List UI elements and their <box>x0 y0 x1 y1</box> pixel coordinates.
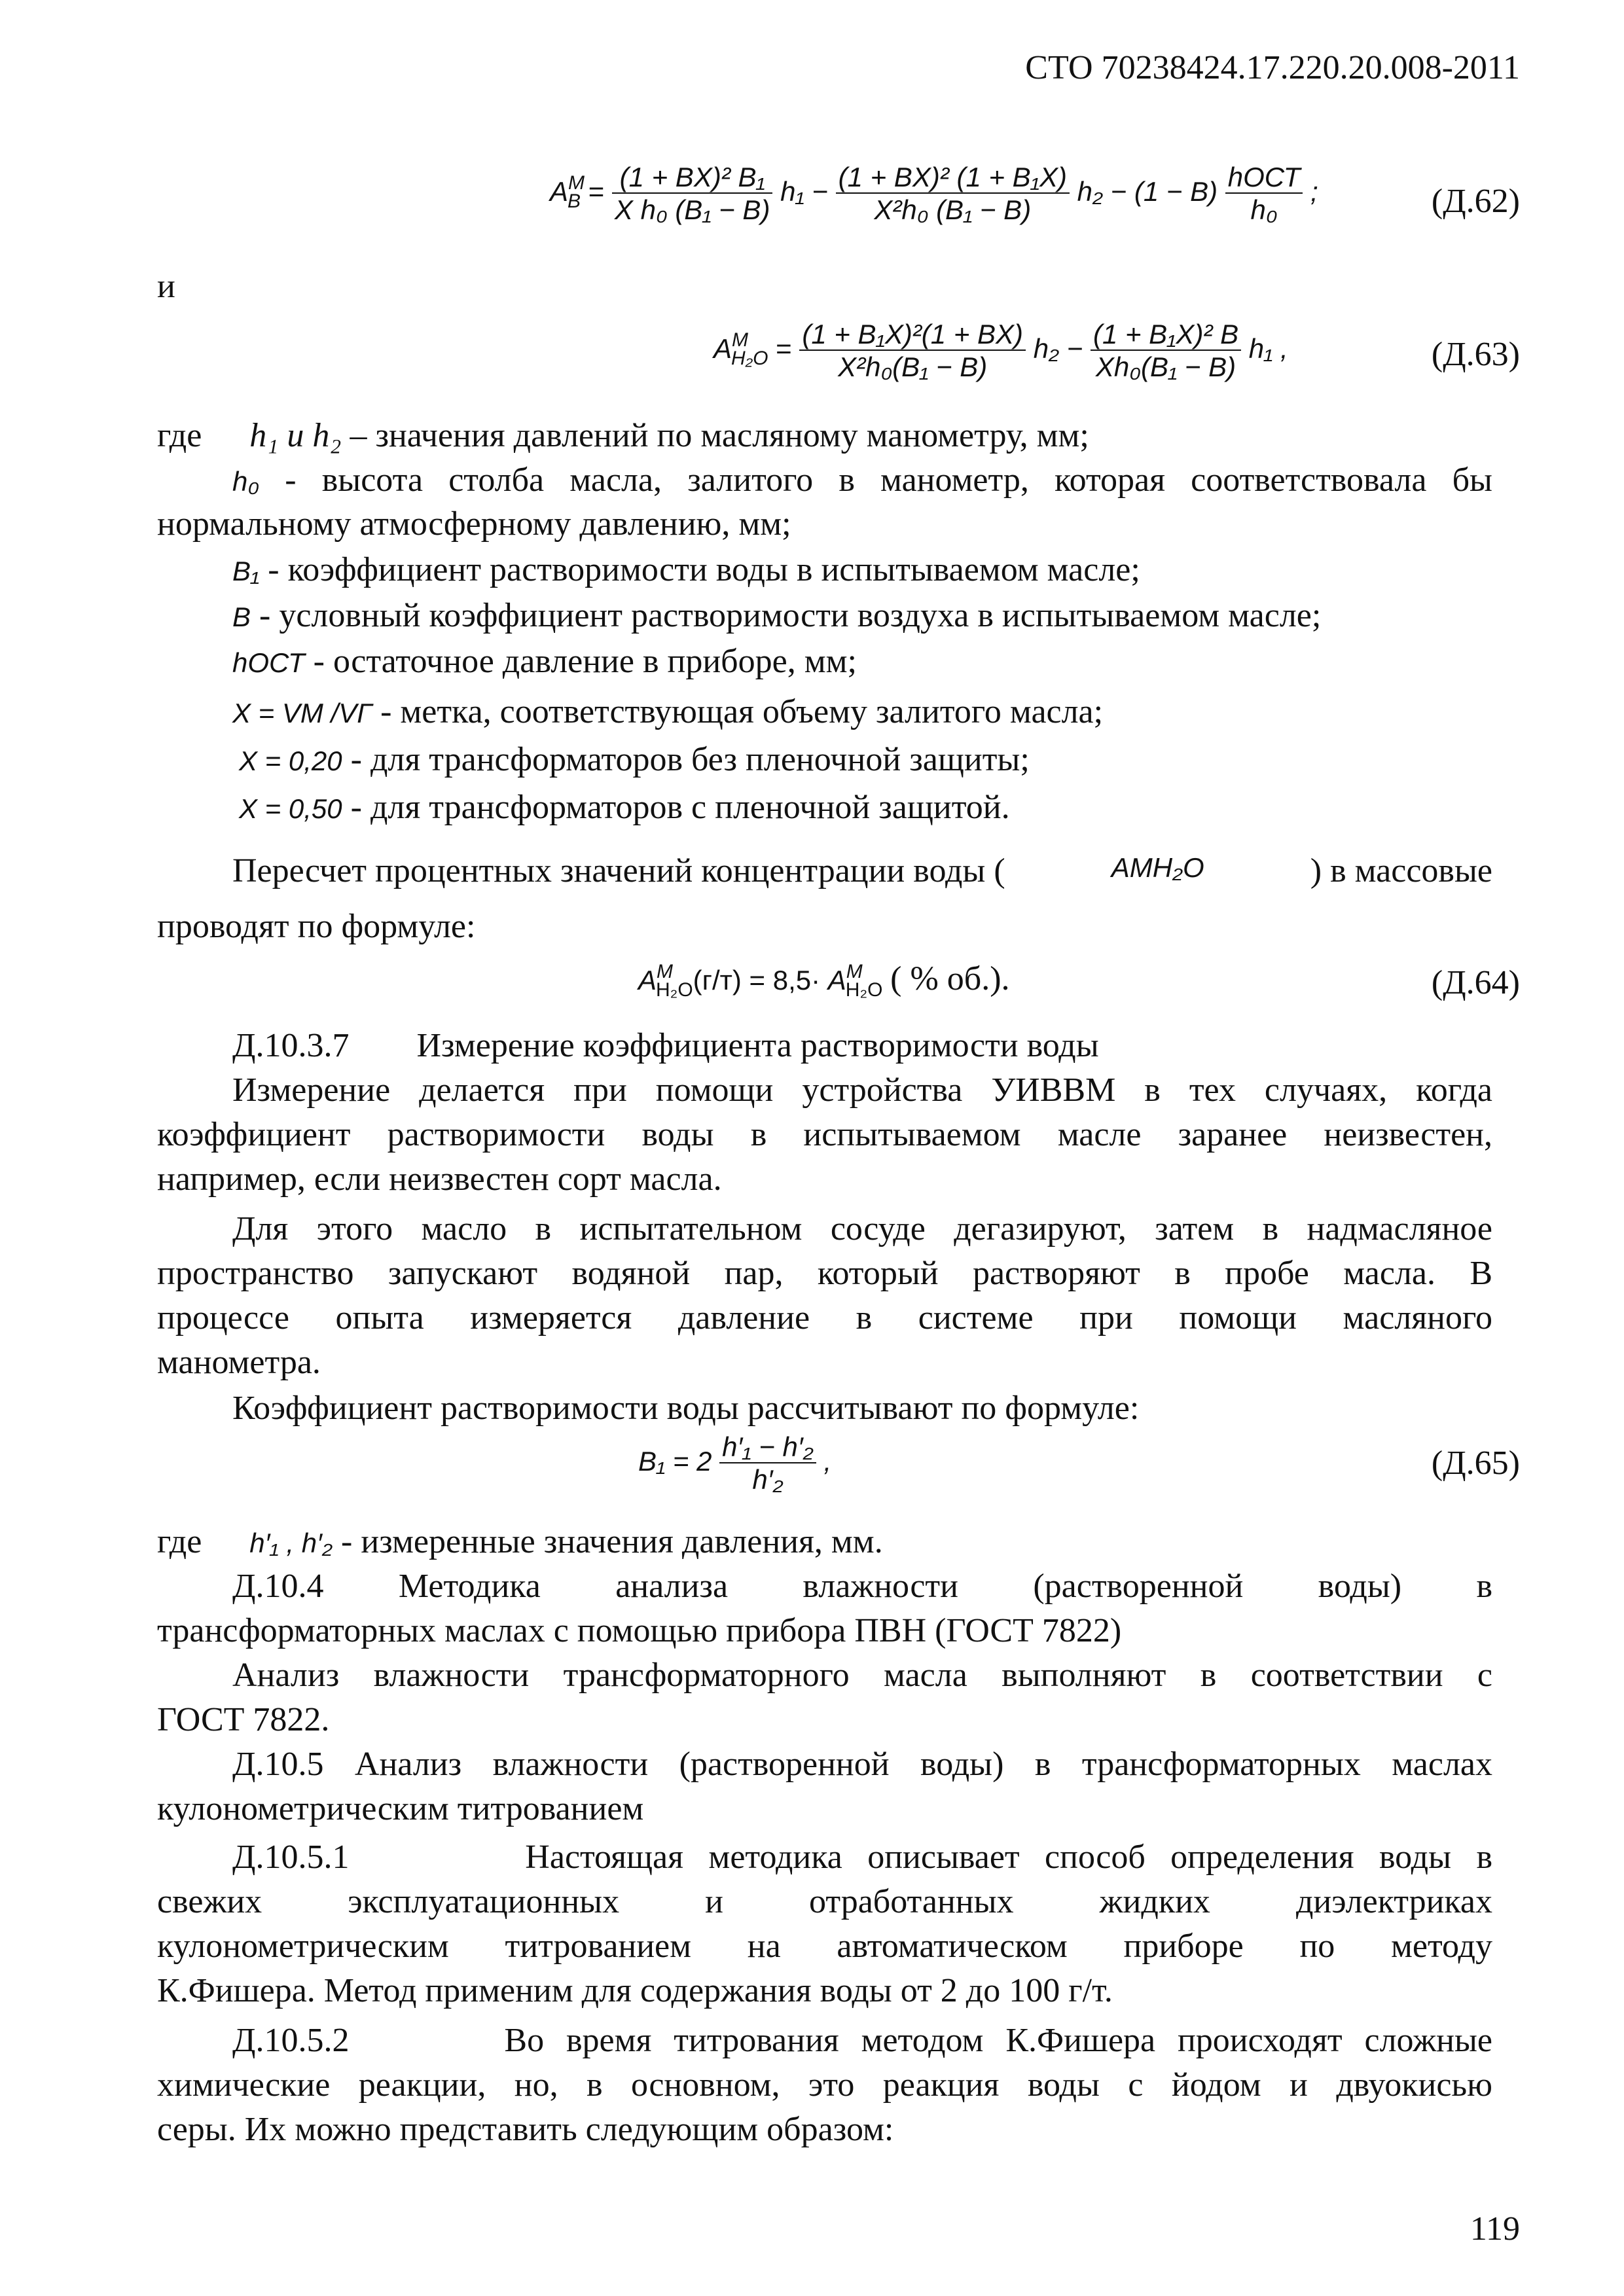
where-label: где <box>157 1523 202 1560</box>
definition-h0-cont: нормальному атмосферному давлению, мм; <box>157 505 791 543</box>
paragraph-2-line-3: процессе опыта измеряется давление в системе при помощи масляного <box>157 1299 1492 1336</box>
eq-d62-lhs-sup: M <box>568 172 585 194</box>
definition-host <box>232 645 857 679</box>
symbol-b: B <box>232 601 251 632</box>
eq-d63-lhs: A <box>713 333 732 365</box>
paragraph-1-line-1: Измерение делается при помощи устройства УИВВМ в тех случаях, когда <box>232 1071 1492 1109</box>
paragraph-4-line-2: ГОСТ 7822. <box>157 1701 330 1738</box>
definition-text: - условный коэффициент растворимости воздуха в испытываемом масле; <box>259 597 1322 634</box>
section-heading-d10-4-line-2: трансформаторных маслах с помощью прибора ПВН (ГОСТ 7822) <box>157 1612 1122 1649</box>
section-heading-d10-5-line-1: Д.10.5 Анализ влажности (растворенной воды) в трансформаторных маслах <box>232 1746 1492 1783</box>
eq-d62-lhs: A <box>550 176 569 207</box>
definition-text: - высота столба масла, залитого в манометр, которая соответствовала бы <box>285 461 1492 499</box>
eq-d63-term-1: h₂ − <box>1033 333 1083 365</box>
definition-b1 <box>232 553 1140 587</box>
eq-d64-lhs-sub: H₂O <box>656 979 693 1001</box>
symbol-host: hОСТ <box>232 647 305 678</box>
definition-text: – значения давлений по масляному манометру, мм; <box>350 417 1089 454</box>
symbol-x-050: X = 0,50 <box>239 793 342 824</box>
eq-d64-rhs-sub: H₂O <box>845 979 883 1001</box>
definition-x-050 <box>239 791 1010 825</box>
eq-d63-lhs-sup: M <box>732 329 749 351</box>
equation-d63: $A^M_{H_2O}$ = $\frac{\text{(1 + B₁X)²(1 + BX)}}{\text{X²h₀(B₁ − B)}}$ h₂ − $\frac{\text{(1 + B₁X)² B}}{\text{Xh₀(B₁ − B)}}$ h₁ , <box>713 319 1288 382</box>
definition-text: - для трансформаторов с пленочной защитой. <box>350 789 1010 826</box>
definition-x <box>232 695 1103 729</box>
eq-d64-rhs-sup: M <box>846 961 863 982</box>
equation-number-d62: (Д.62) <box>1431 183 1520 220</box>
eq-d62-term-1: h₁ − <box>780 176 828 207</box>
eq-d62-term-2: h₂ − (1 − B) <box>1077 176 1218 207</box>
eq-d63-fraction-1: $\frac{\text{(1 + B₁X)²(1 + BX)}}{\text{X²h₀(B₁ − B)}}$ <box>799 321 1026 381</box>
definition-text: - измеренные значения давления, мм. <box>341 1523 883 1560</box>
recalc-paragraph-line2: проводят по формуле: <box>157 908 476 945</box>
where-label: где <box>157 417 202 454</box>
eq-d63-fraction-2: $\frac{\text{(1 + B₁X)² B}}{\text{Xh₀(B₁ − B)}}$ <box>1091 321 1241 381</box>
recalc-paragraph-line1 <box>232 854 1492 888</box>
definition-text: - коэффициент растворимости воды в испытываемом масле; <box>268 551 1140 588</box>
equation-number-d65: (Д.65) <box>1431 1444 1520 1482</box>
page-number: 119 <box>1470 2210 1520 2248</box>
definition-x-020 <box>239 743 1030 777</box>
eq-d63-term-2: h₁ , <box>1248 333 1288 365</box>
document-code-header: СТО 70238424.17.220.20.008-2011 <box>1025 49 1520 86</box>
eq-d62-tail: ; <box>1310 176 1318 207</box>
symbol-h1-h2: h₁ и h₂ <box>249 417 342 454</box>
paragraph-2-line-2: пространство запускают водяной пар, который растворяют в пробе масла. В <box>157 1255 1492 1292</box>
symbol-a-h2o: AMH₂O <box>1111 852 1204 883</box>
symbol-x-020: X = 0,20 <box>239 745 342 776</box>
section-heading-d10-4-line-1: Д.10.4 Методика анализа влажности (растворенной воды) в <box>232 1568 1492 1605</box>
recalc-text-a: Пересчет процентных значений концентрации воды ( <box>232 852 1005 889</box>
conjunction-and: и <box>157 268 175 305</box>
equation-d64 <box>638 962 1010 1000</box>
symbol-h0: h₀ <box>232 466 260 497</box>
definition-b <box>232 599 1321 633</box>
section-d10-5-2-line-3: серы. Их можно представить следующим образом: <box>157 2111 894 2148</box>
definition-text: - метка, соответствующая объему залитого масла; <box>380 693 1104 730</box>
section-heading-d10-3-7 <box>232 1029 1099 1063</box>
paragraph-2-line-4: манометра. <box>157 1344 321 1381</box>
definition-text: - для трансформаторов без пленочной защиты; <box>350 741 1030 778</box>
equation-d65 <box>638 1433 831 1494</box>
section-d10-5-1-line-1: Д.10.5.1 Настоящая методика описывает способ определения воды в <box>232 1839 1492 1876</box>
definition-text: - остаточное давление в приборе, мм; <box>313 643 857 680</box>
eq-d62-fraction-2: $\frac{\text{(1 + BX)² (1 + B₁X)}}{\text{X²h₀ (B₁ − B)}}$ <box>836 164 1070 224</box>
equation-d62: $A^M_B$ = $\frac{\text{(1 + BX)² B₁}}{\text{X h₀ (B₁ − B)}}$ h₁ − $\frac{\text{(1 + BX)² (1 + B₁X)}}{\text{X²h₀ (B₁ − B)}}$ h₂ − (1 − B) $\frac{\text{hОСТ}}{\text{h₀}}$ ; <box>550 162 1318 225</box>
symbol-h1p-h2p: h′₁ , h′₂ <box>249 1528 333 1558</box>
eq-d64-rhs: A <box>827 965 846 996</box>
eq-d62-lhs-sub: B <box>568 190 581 213</box>
section-d10-5-1-line-3: кулонометрическим титрованием на автоматическом приборе по методу <box>157 1928 1492 1965</box>
equation-number-d63: (Д.63) <box>1431 336 1520 373</box>
symbol-x: X = VМ /VГ <box>232 698 372 728</box>
equation-number-d64: (Д.64) <box>1431 964 1520 1001</box>
paragraph-4-line-1: Анализ влажности трансформаторного масла выполняют в соответствии с <box>232 1657 1492 1694</box>
paragraph-1-line-2: коэффициент растворимости воды в испытываемом масле заранее неизвестен, <box>157 1116 1492 1153</box>
paragraph-1-line-3: например, если неизвестен сорт масла. <box>157 1160 722 1198</box>
recalc-text-b: ) в массовые <box>1310 852 1492 889</box>
section-d10-5-2-line-2: химические реакции, но, в основном, это реакция воды с йодом и двуокисью <box>157 2066 1492 2104</box>
eq-d63-lhs-sub: H₂O <box>731 348 768 370</box>
section-d10-5-1-line-2: свежих эксплуатационных и отработанных жидких диэлектриках <box>157 1883 1492 1920</box>
eq-d62-fraction-1: $\frac{\text{(1 + BX)² B₁}}{\text{X h₀ (B₁ − B)}}$ <box>612 164 773 224</box>
section-d10-5-1-line-4: К.Фишера. Метод применим для содержания воды от 2 до 100 г/т. <box>157 1972 1113 2009</box>
eq-d65-lhs: B₁ = 2 <box>638 1446 712 1477</box>
definition-h1-h2 <box>157 419 1089 453</box>
section-title: Измерение коэффициента растворимости воды <box>416 1027 1099 1064</box>
eq-d64-tail: ( % об.). <box>890 960 1010 997</box>
definition-h1p-h2p <box>157 1525 883 1559</box>
eq-d64-lhs: A <box>638 965 657 996</box>
paragraph-3: Коэффициент растворимости воды рассчитывают по формуле: <box>232 1390 1140 1427</box>
section-d10-5-2-line-1: Д.10.5.2 Во время титрования методом К.Фишера происходят сложные <box>232 2022 1492 2059</box>
eq-d62-fraction-3: $\frac{\text{hОСТ}}{\text{h₀}}$ <box>1225 164 1303 224</box>
definition-h0 <box>232 463 1492 497</box>
eq-d65-fraction: $\frac{\text{h′₁ − h′₂}}{\text{h′₂}}$ <box>719 1433 816 1494</box>
section-heading-d10-5-line-2: кулонометрическим титрованием <box>157 1790 644 1827</box>
paragraph-2-line-1: Для этого масло в испытательном сосуде дегазируют, затем в надмасляное <box>232 1210 1492 1247</box>
eq-d64-lhs-sup: M <box>657 961 674 982</box>
symbol-b1: B₁ <box>232 556 260 586</box>
section-number: Д.10.3.7 <box>232 1027 350 1064</box>
eq-d64-mid: (г/т) = 8,5· <box>693 965 821 996</box>
eq-d65-tail: , <box>823 1446 832 1477</box>
